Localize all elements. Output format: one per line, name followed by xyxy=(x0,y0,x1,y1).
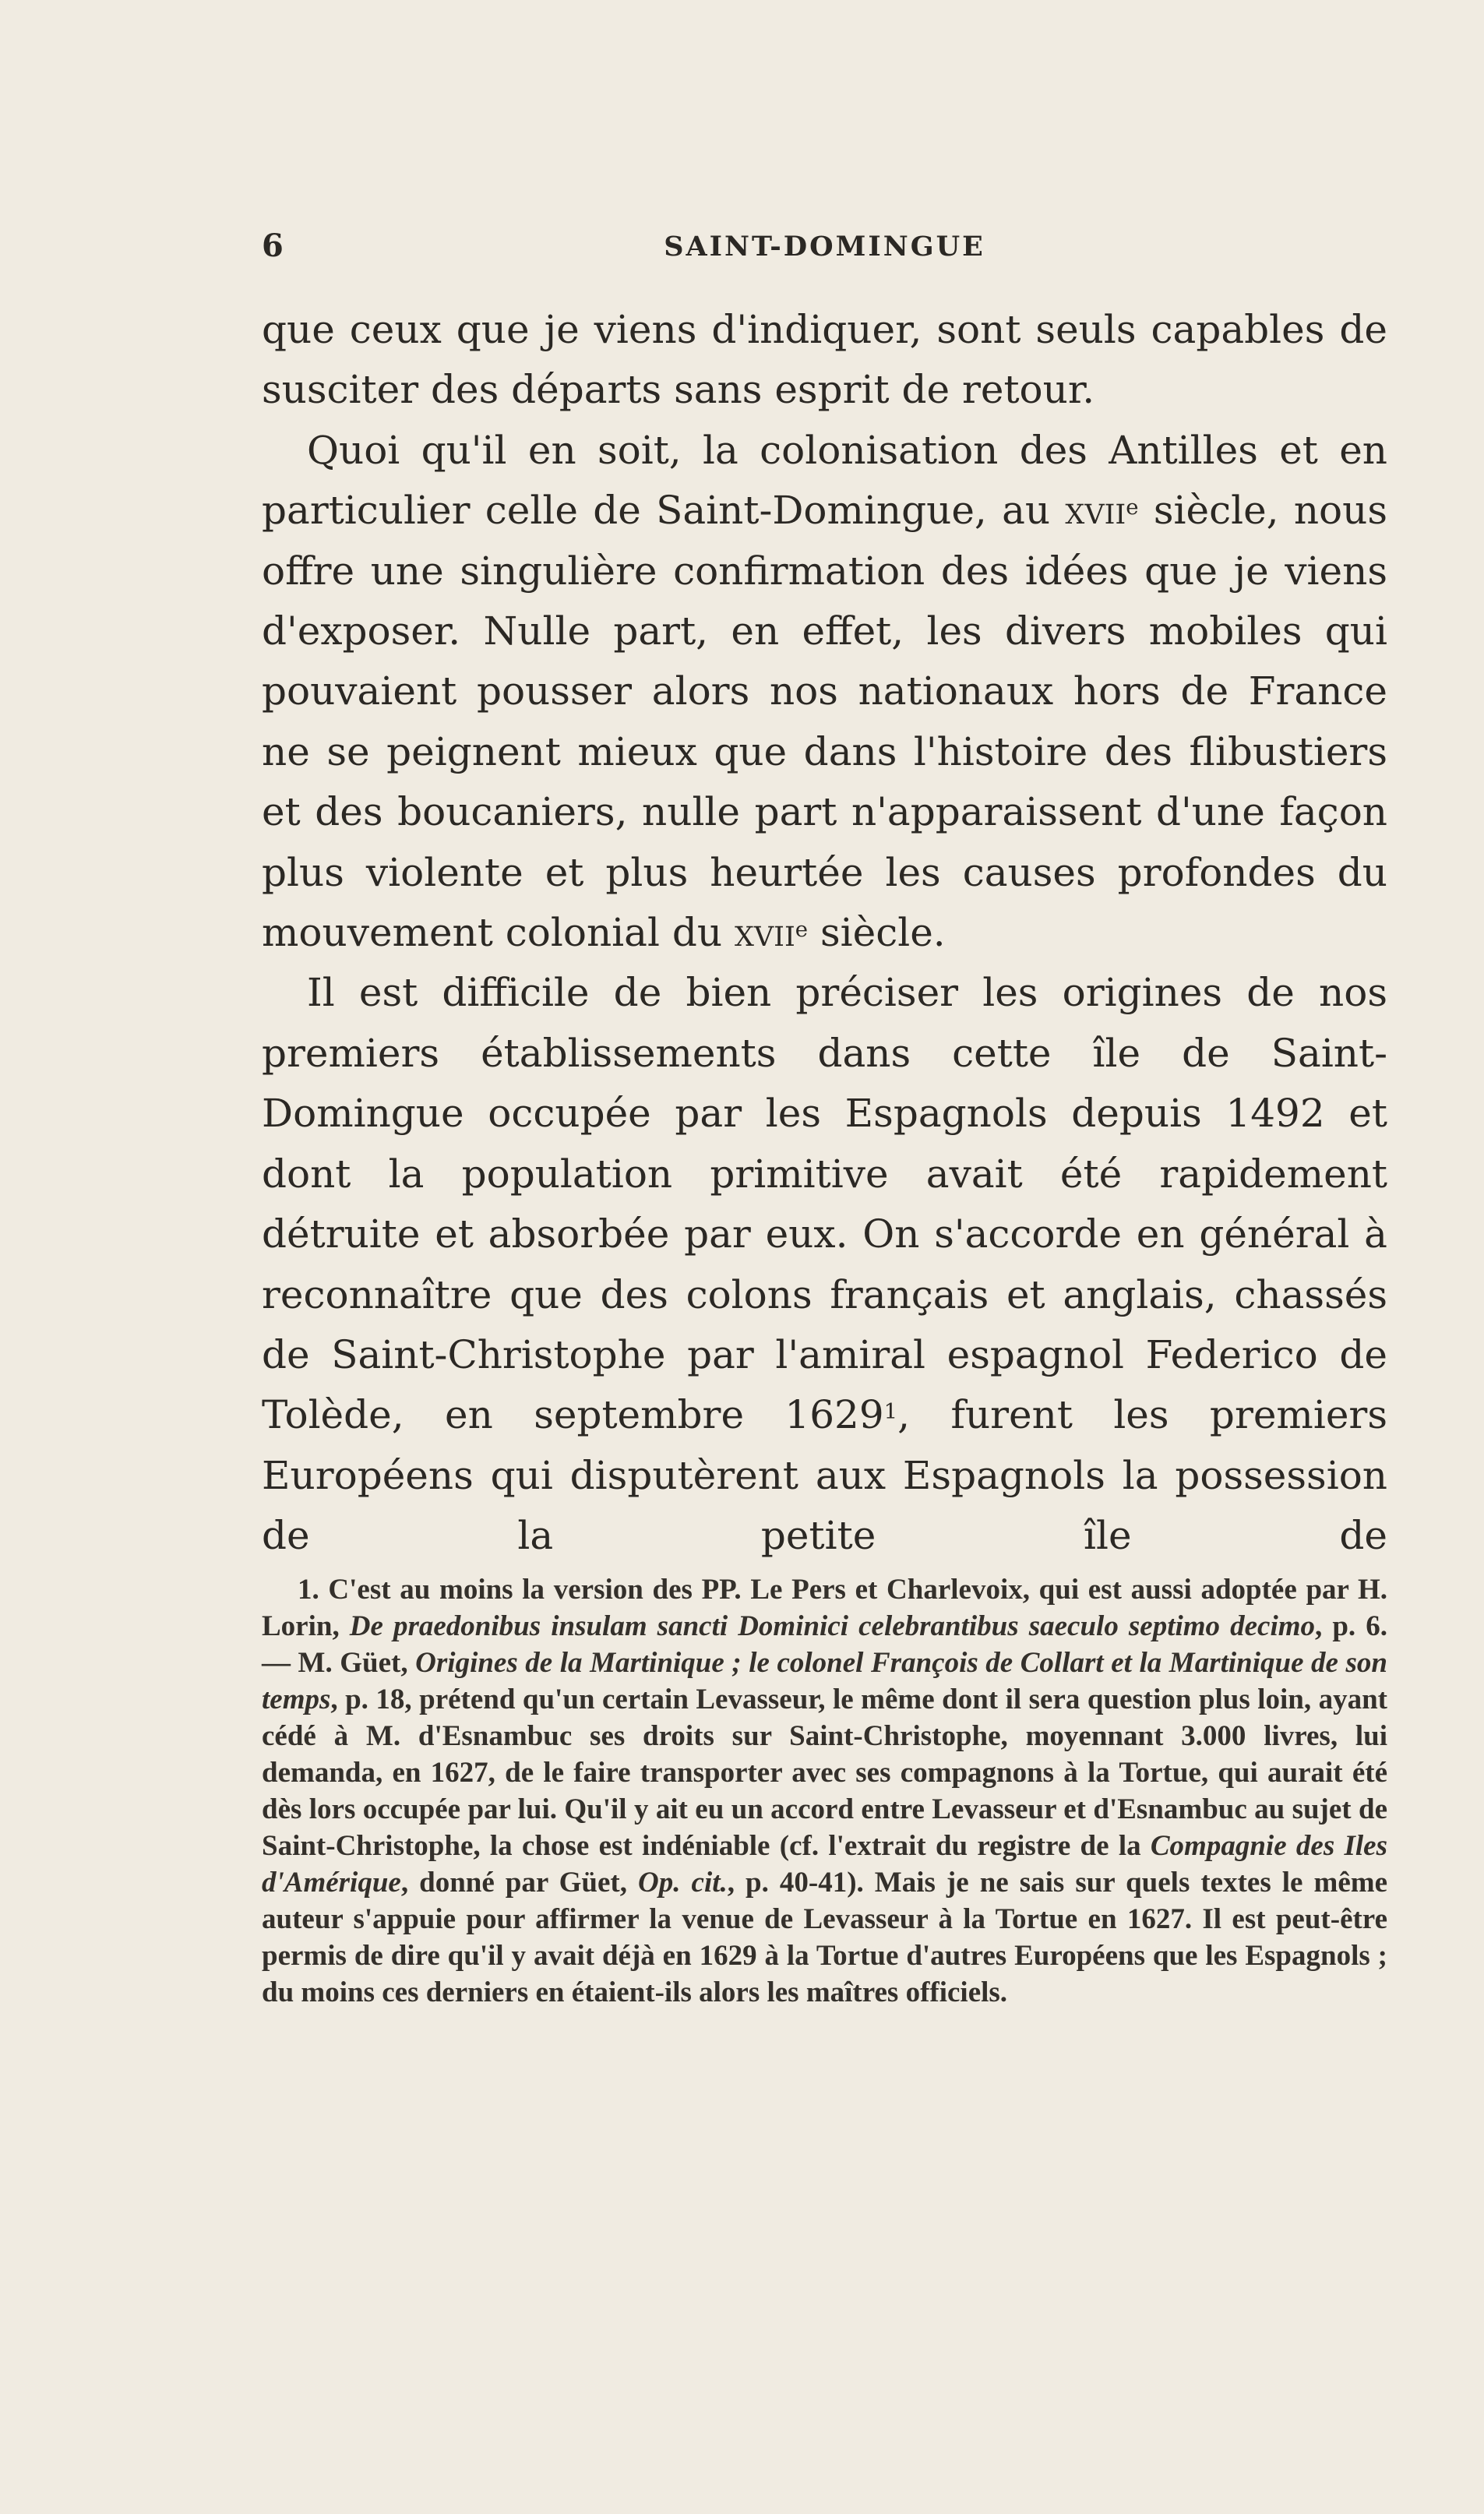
footnote-text: , p. 6. — M. Güet, xyxy=(262,1610,1387,1679)
century-numeral: xvii xyxy=(1065,488,1126,534)
paragraph-1-text: que ceux que je viens d'indiquer, sont seuls capables de susciter des départs sans esprit de retour. xyxy=(262,307,1387,413)
paragraph-3 xyxy=(262,963,1387,1566)
footnote-citation: Op. cit. xyxy=(638,1867,728,1899)
paragraph-2-text-c: siècle. xyxy=(808,910,946,956)
footnote-1 xyxy=(262,1571,1387,2011)
footnote-marker: 1. xyxy=(298,1574,319,1606)
paragraph-2-text-a: Quoi qu'il en soit, la colonisation des Antilles et en particulier celle de Saint-Domingue, au xyxy=(262,427,1387,534)
page-header xyxy=(262,227,1387,274)
paragraph-3-text-a: Il est difficile de bien préciser les origines de nos premiers établissements dans cette île de Saint-Domingue occupée par les Espagnols depuis 1492 et dont la population primitive avait été rapidement détruite et absorbée par eux. On s'accorde en général à reconnaître que des colons français et anglais, chassés de Saint-Christophe par l'amiral espagnol Federico de Tolède, en septembre 1629 xyxy=(262,970,1387,1438)
footnote-title: Origines de la Martinique ; le colonel François de Collart et la Martinique de son temps xyxy=(262,1647,1387,1715)
running-title: SAINT-DOMINGUE xyxy=(664,231,985,263)
footnote xyxy=(262,1571,1387,2011)
footnote-text: , p. 18, prétend qu'un certain Levasseur, le même dont il sera question plus loin, ayant cédé à M. d'Esnambuc ses droits sur Saint-Christophe, moyennant 3.000 livres, lui demanda, en 1627, de le faire transporter avec ses compagnons à la Tortue, qui aurait été dès lors occupée par lui. Qu'il y ait eu un accord entre Levasseur et d'Esnambuc au sujet de Saint-Christophe, la chose est indéniable (cf. l'extrait du registre de la xyxy=(262,1684,1387,1862)
footnote-reference[interactable]: 1 xyxy=(883,1399,898,1425)
century-superscript: e xyxy=(795,916,809,942)
paragraph-2 xyxy=(262,421,1387,964)
paragraph-2-text-b: siècle, nous offre une singulière confirmation des idées que je viens d'exposer. Nulle part, en effet, les divers mobiles qui pouvaient pousser alors nos nationaux hors de France ne se peignent mieux que dans l'histoire des flibustiers et des boucaniers, nulle part n'apparaissent d'une façon plus violente et plus heurtée les causes profondes du mouvement colonial du xyxy=(262,488,1387,956)
footnote-title: De praedonibus insulam sancti Dominici celebrantibus saeculo septimo decimo xyxy=(349,1610,1316,1642)
century-superscript: e xyxy=(1126,495,1139,520)
footnote-title: Compagnie des Iles d'Amérique xyxy=(262,1830,1387,1899)
footnote-text: , p. 40-41). Mais je ne sais sur quels textes le même auteur s'appuie pour affirmer la venue de Levasseur à la Tortue en 1627. Il est peut-être permis de dire qu'il y avait déjà en 1629 à la Tortue d'autres Européens que les Espagnols ; du moins ces derniers en étaient-ils alors les maîtres officiels. xyxy=(262,1867,1387,2008)
footnote-text: , donné par Güet, xyxy=(400,1867,639,1899)
century-numeral: xvii xyxy=(734,910,795,956)
main-text xyxy=(262,300,1387,1567)
footnote-text: C'est au moins la version des PP. Le Pers et Charlevoix, qui est aussi adoptée par H. Lorin, xyxy=(262,1574,1387,1642)
paragraph-3-text-b: , furent les premiers Européens qui disputèrent aux Espagnols la possession de la petite île de xyxy=(262,1392,1387,1559)
paragraph-1 xyxy=(262,300,1387,421)
page-number: 6 xyxy=(262,227,284,264)
